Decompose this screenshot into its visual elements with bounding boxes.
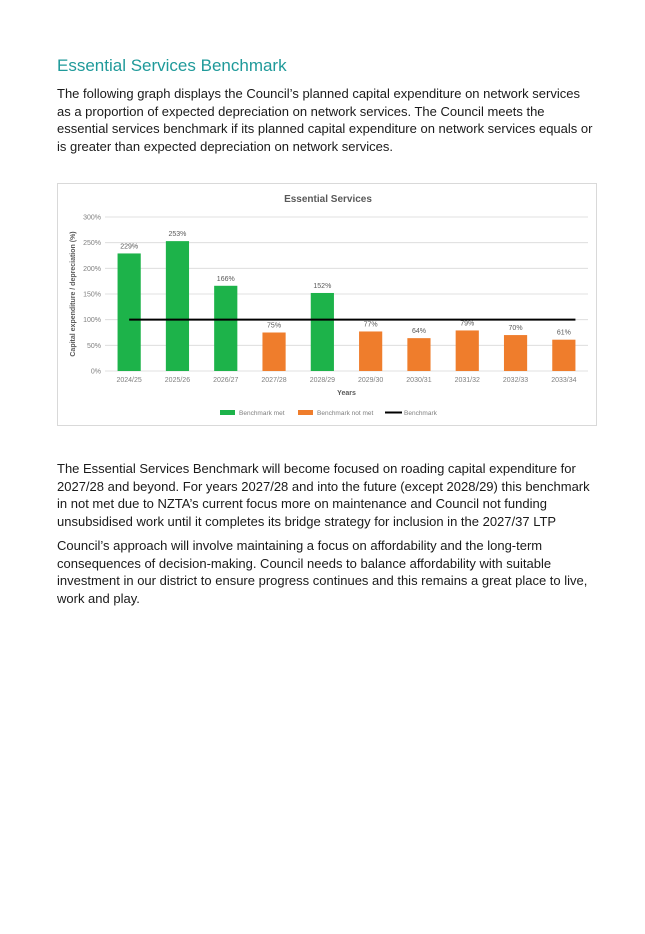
data-label: 64%	[411, 328, 426, 336]
x-tick-label: 2029/30	[357, 377, 384, 384]
bar-2028-29	[311, 293, 334, 371]
data-label: 79%	[460, 320, 475, 328]
bar-2029-30	[359, 331, 382, 371]
x-tick-label: 2031/32	[454, 377, 480, 384]
essential-services-chart	[57, 183, 597, 426]
data-label: 253%	[168, 231, 187, 239]
y-tick-label: 100%	[83, 317, 101, 325]
legend-swatch	[220, 410, 235, 415]
data-label: 70%	[508, 325, 523, 333]
bar-2032-33	[504, 335, 527, 371]
y-tick-label: 250%	[83, 240, 101, 248]
bar-2024-25	[118, 253, 141, 371]
legend-swatch	[298, 410, 313, 415]
legend-label: Benchmark met	[239, 410, 285, 417]
x-tick-label: 2032/33	[502, 377, 529, 384]
bar-2025-26	[166, 241, 189, 371]
y-tick-labels	[83, 215, 101, 376]
intro-paragraph: The following graph displays the Council’s planned capital expenditure on network services as a proportion of expected depreciation on network services. The Council meets the essential services benchmark if its planned capital expenditure on network services equals or is greater than expected depreciation on network services.	[57, 86, 593, 154]
x-axis-title: Years	[337, 390, 356, 397]
y-tick-label: 0%	[90, 368, 101, 376]
bar-2027-28	[262, 333, 285, 372]
bars	[118, 241, 576, 371]
y-tick-label: 200%	[83, 265, 101, 273]
x-tick-label: 2033/34	[551, 377, 577, 384]
x-tick-label: 2030/31	[406, 377, 432, 384]
bar-2031-32	[456, 330, 479, 371]
bar-2026-27	[214, 286, 237, 371]
body-paragraph-2: Council’s approach will involve maintaining a focus on affordability and the long-term consequences of decision-making. Council needs to balance affordability with suitable investment in our district to ensure progress continues and this remains a great place to live, work and play.	[57, 538, 588, 606]
x-tick-label: 2026/27	[213, 377, 239, 384]
y-tick-label: 300%	[83, 214, 101, 222]
x-tick-label: 2027/28	[261, 377, 287, 384]
bar-2033-34	[552, 340, 575, 371]
legend	[220, 410, 438, 417]
y-tick-label: 150%	[83, 291, 101, 299]
x-tick-labels	[116, 377, 576, 384]
y-axis-title: Capital expenditure / depreciation (%)	[70, 231, 77, 357]
body-paragraph-1: The Essential Services Benchmark will become focused on roading capital expenditure for 2027/28 and beyond. For years 2027/28 and into the future (except 2028/29) this benchmark in not met due to NZTA’s current focus more on maintenance and Council not funding unsubsidised work until it completes its bridge strategy for inclusion in the 2027/37 LTP	[57, 461, 590, 529]
legend-label: Benchmark	[404, 410, 437, 417]
data-label: 229%	[120, 243, 139, 251]
legend-label: Benchmark not met	[317, 410, 374, 417]
chart-title: Essential Services	[284, 194, 372, 205]
data-label: 61%	[556, 329, 571, 337]
data-label: 75%	[267, 322, 282, 330]
chart-svg	[58, 184, 598, 427]
x-tick-label: 2028/29	[309, 377, 336, 384]
page-heading: Essential Services Benchmark	[57, 56, 287, 75]
data-label: 166%	[216, 275, 235, 283]
data-label: 152%	[313, 282, 332, 290]
y-tick-label: 50%	[86, 342, 101, 350]
x-tick-label: 2024/25	[116, 377, 142, 384]
data-label: 77%	[363, 321, 378, 329]
x-tick-label: 2025/26	[164, 377, 191, 384]
bar-2030-31	[407, 338, 430, 371]
